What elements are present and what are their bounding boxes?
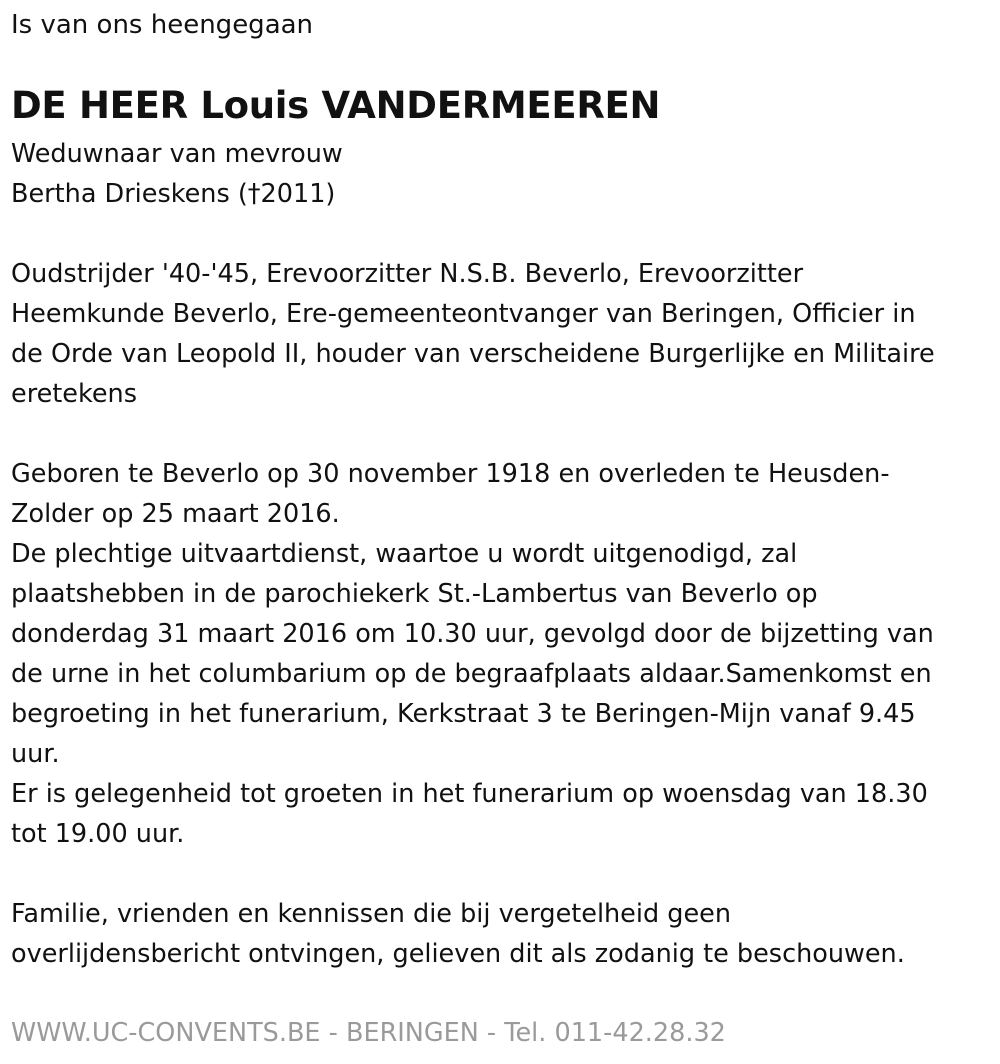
details-line: Er is gelegenheid tot groeten in het funerarium op woensdag van 18.30: [11, 779, 928, 809]
titles-line: eretekens: [11, 379, 137, 409]
details-line: begroeting in het funerarium, Kerkstraat 3 te Beringen-Mijn vanaf 9.45: [11, 699, 916, 729]
details-line: plaatshebben in de parochiekerk St.-Lambertus van Beverlo op: [11, 579, 818, 609]
details-line: Zolder op 25 maart 2016.: [11, 499, 340, 529]
deceased-name: DE HEER Louis VANDERMEEREN: [11, 84, 661, 127]
spouse-line: Weduwnaar van mevrouw: [11, 139, 343, 169]
intro-text: Is van ons heengegaan: [11, 10, 314, 40]
details-line: tot 19.00 uur.: [11, 819, 185, 849]
footer-contact: WWW.UC-CONVENTS.BE - BERINGEN - Tel. 011-42.28.32: [11, 1018, 726, 1048]
details-line: uur.: [11, 739, 60, 769]
closing-line: Familie, vrienden en kennissen die bij vergetelheid geen: [11, 899, 731, 929]
closing-line: overlijdensbericht ontvingen, gelieven dit als zodanig te beschouwen.: [11, 939, 905, 969]
spouse-name-line: Bertha Drieskens (†2011): [11, 179, 336, 209]
spouse-info: [11, 134, 986, 214]
details-line: Geboren te Beverlo op 30 november 1918 en overleden te Heusden-: [11, 459, 890, 489]
details-line: de urne in het columbarium op de begraafplaats aldaar.Samenkomst en: [11, 659, 932, 689]
closing-note: [11, 894, 986, 974]
funeral-details: [11, 454, 986, 854]
titles-line: Oudstrijder '40-'45, Erevoorzitter N.S.B. Beverlo, Erevoorzitter: [11, 259, 804, 289]
titles-line: de Orde van Leopold II, houder van verscheidene Burgerlijke en Militaire: [11, 339, 935, 369]
details-line: donderdag 31 maart 2016 om 10.30 uur, gevolgd door de bijzetting van: [11, 619, 934, 649]
titles-line: Heemkunde Beverlo, Ere-gemeenteontvanger van Beringen, Officier in: [11, 299, 916, 329]
details-line: De plechtige uitvaartdienst, waartoe u wordt uitgenodigd, zal: [11, 539, 798, 569]
honorary-titles: [11, 254, 986, 414]
